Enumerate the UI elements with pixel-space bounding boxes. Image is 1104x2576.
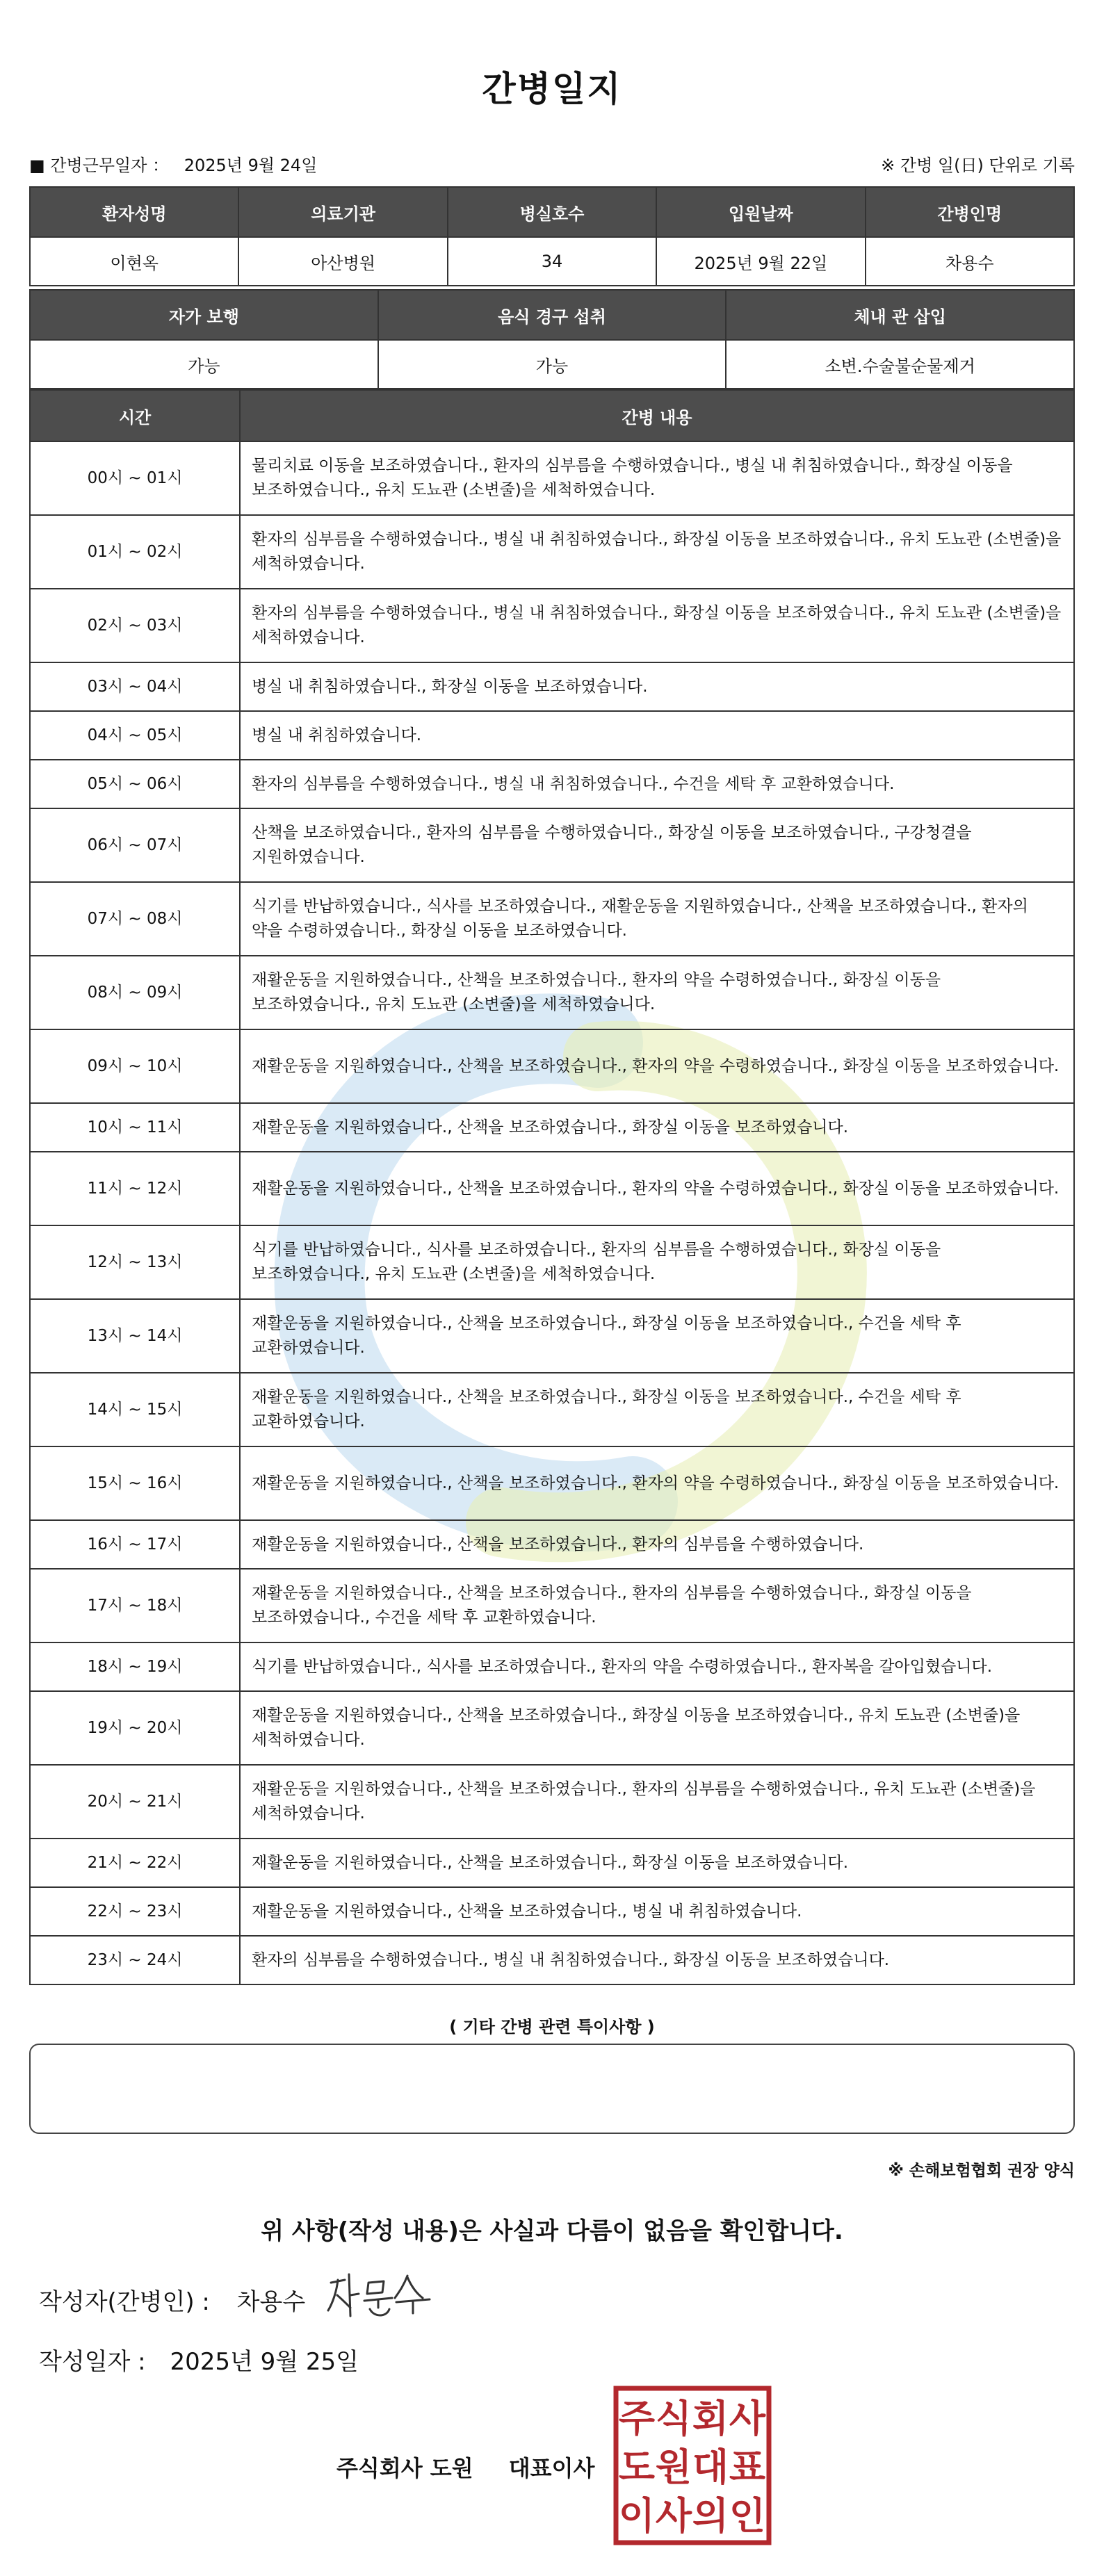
- care-content-cell: 병실 내 취침하였습니다.: [240, 711, 1074, 760]
- table-row: [30, 1225, 1074, 1299]
- care-log-header: [30, 390, 1074, 441]
- care-content-cell: 병실 내 취침하였습니다., 화장실 이동을 보조하였습니다.: [240, 662, 1074, 711]
- care-content-cell: 재활운동을 지원하였습니다., 산책을 보조하였습니다., 화장실 이동을 보조하였습니다., 수건을 세탁 후 교환하였습니다.: [240, 1373, 1074, 1446]
- institution: 아산병원: [238, 237, 447, 286]
- time-cell: 18시 ~ 19시: [30, 1642, 240, 1691]
- svg-text:표: 표: [729, 2445, 766, 2489]
- table-row: [30, 1520, 1074, 1569]
- work-date: [29, 152, 317, 176]
- svg-text:인: 인: [729, 2494, 766, 2538]
- header-time: 시간: [30, 390, 240, 441]
- care-log-table: [29, 389, 1075, 1985]
- care-content-cell: 재활운동을 지원하였습니다., 산책을 보조하였습니다., 환자의 약을 수령하였습니다., 화장실 이동을 보조하였습니다., 유치 도뇨관 (소변줄)을 세척하였습니다.: [240, 956, 1074, 1029]
- work-date-label: ■ 간병근무일자 ：: [29, 156, 170, 175]
- care-content-cell: 재활운동을 지원하였습니다., 산책을 보조하였습니다., 화장실 이동을 보조하였습니다., 수건을 세탁 후 교환하였습니다.: [240, 1299, 1074, 1373]
- table-row: [30, 1029, 1074, 1103]
- header-oral-intake: 음식 경구 섭취: [378, 290, 726, 340]
- time-cell: 16시 ~ 17시: [30, 1520, 240, 1569]
- svg-text:식: 식: [655, 2397, 692, 2440]
- time-cell: 11시 ~ 12시: [30, 1152, 240, 1225]
- written-date-label: 작성일자 :: [39, 2348, 146, 2376]
- table-row: [30, 1839, 1074, 1887]
- table-row: [30, 1765, 1074, 1839]
- time-cell: 22시 ~ 23시: [30, 1887, 240, 1936]
- care-content-cell: 산책을 보조하였습니다., 환자의 심부름을 수행하였습니다., 화장실 이동을 보조하였습니다., 구강청결을 지원하였습니다.: [240, 808, 1074, 882]
- patient-name: 이현옥: [30, 237, 238, 286]
- table-row: [30, 662, 1074, 711]
- svg-text:사: 사: [655, 2494, 692, 2538]
- header-admission-date: 입원날짜: [656, 187, 865, 237]
- table-row: [30, 1642, 1074, 1691]
- table-row: [30, 760, 1074, 808]
- time-cell: 00시 ~ 01시: [30, 441, 240, 515]
- work-date-value: 2025년 9월 24일: [184, 156, 318, 175]
- care-content-cell: 환자의 심부름을 수행하였습니다., 병실 내 취침하였습니다., 화장실 이동을 보조하였습니다.: [240, 1936, 1074, 1984]
- written-date-value: 2025년 9월 25일: [170, 2348, 359, 2376]
- company-name: 주식회사 도원: [336, 2455, 473, 2481]
- tube-value: 소변.수술불순물제거: [726, 340, 1074, 389]
- table-row: [30, 1887, 1074, 1936]
- status-table: [29, 289, 1075, 389]
- time-cell: 06시 ~ 07시: [30, 808, 240, 882]
- care-content-cell: 재활운동을 지원하였습니다., 산책을 보조하였습니다., 화장실 이동을 보조하였습니다.: [240, 1839, 1074, 1887]
- handwritten-signature: [325, 2267, 444, 2323]
- table-row: [30, 808, 1074, 882]
- header-room: 병실호수: [448, 187, 656, 237]
- time-cell: 17시 ~ 18시: [30, 1569, 240, 1642]
- care-content-cell: 식기를 반납하였습니다., 식사를 보조하였습니다., 재활운동을 지원하였습니다., 산책을 보조하였습니다., 환자의 약을 수령하였습니다., 화장실 이동을 보조하였습니다.: [240, 882, 1074, 956]
- svg-text:회: 회: [692, 2397, 729, 2440]
- walking-value: 가능: [30, 340, 378, 389]
- care-content-cell: 재활운동을 지원하였습니다., 산책을 보조하였습니다., 환자의 약을 수령하였습니다., 화장실 이동을 보조하였습니다.: [240, 1029, 1074, 1103]
- svg-text:이: 이: [618, 2494, 656, 2538]
- care-content-cell: 환자의 심부름을 수행하였습니다., 병실 내 취침하였습니다., 화장실 이동을 보조하였습니다., 유치 도뇨관 (소변줄)을 세척하였습니다.: [240, 515, 1074, 589]
- header-care-content: 간병 내용: [240, 390, 1074, 441]
- svg-text:주: 주: [618, 2397, 656, 2440]
- time-cell: 05시 ~ 06시: [30, 760, 240, 808]
- time-cell: 02시 ~ 03시: [30, 589, 240, 662]
- svg-text:도: 도: [618, 2445, 656, 2489]
- care-content-cell: 물리치료 이동을 보조하였습니다., 환자의 심부름을 수행하였습니다., 병실 내 취침하였습니다., 화장실 이동을 보조하였습니다., 유치 도뇨관 (소변줄)을 세척하였습니다.: [240, 441, 1074, 515]
- patient-table: [29, 186, 1075, 286]
- status-table-header: [30, 290, 1074, 340]
- room-number: 34: [448, 237, 656, 286]
- special-notes-title: ( 기타 간병 관련 특이사항 ): [449, 2017, 655, 2037]
- care-content-cell: 환자의 심부름을 수행하였습니다., 병실 내 취침하였습니다., 수건을 세탁 후 교환하였습니다.: [240, 760, 1074, 808]
- care-content-cell: 식기를 반납하였습니다., 식사를 보조하였습니다., 환자의 약을 수령하였습니다., 환자복을 갈아입혔습니다.: [240, 1642, 1074, 1691]
- time-cell: 10시 ~ 11시: [30, 1103, 240, 1152]
- time-cell: 15시 ~ 16시: [30, 1446, 240, 1520]
- care-content-cell: 환자의 심부름을 수행하였습니다., 병실 내 취침하였습니다., 화장실 이동을 보조하였습니다., 유치 도뇨관 (소변줄)을 세척하였습니다.: [240, 589, 1074, 662]
- admission-date: 2025년 9월 22일: [656, 237, 865, 286]
- table-row: [30, 1691, 1074, 1765]
- representative-title: 대표이사: [508, 2455, 595, 2481]
- care-content-cell: 재활운동을 지원하였습니다., 산책을 보조하였습니다., 환자의 심부름을 수행하였습니다., 화장실 이동을 보조하였습니다., 수건을 세탁 후 교환하였습니다.: [240, 1569, 1074, 1642]
- header-tube: 체내 관 삽입: [726, 290, 1074, 340]
- svg-text:사: 사: [729, 2397, 766, 2440]
- table-row: [30, 1373, 1074, 1446]
- page-title: 간병일지: [482, 69, 622, 109]
- care-content-cell: 재활운동을 지원하였습니다., 산책을 보조하였습니다., 환자의 심부름을 수행하였습니다.: [240, 1520, 1074, 1569]
- special-notes-box: [29, 2044, 1075, 2134]
- time-cell: 03시 ~ 04시: [30, 662, 240, 711]
- svg-text:대: 대: [692, 2445, 729, 2489]
- writer-name: 차용수: [236, 2288, 306, 2316]
- table-row: [30, 956, 1074, 1029]
- company-seal: [613, 2386, 772, 2545]
- table-row: [30, 1936, 1074, 1984]
- care-content-cell: 재활운동을 지원하였습니다., 산책을 보조하였습니다., 병실 내 취침하였습니다.: [240, 1887, 1074, 1936]
- unit-note: ※ 간병 일(日) 단위로 기록: [881, 156, 1075, 175]
- company-row: [336, 2451, 594, 2483]
- time-cell: 20시 ~ 21시: [30, 1765, 240, 1839]
- table-row: [30, 1152, 1074, 1225]
- table-row: [30, 882, 1074, 956]
- header-walking: 자가 보행: [30, 290, 378, 340]
- time-cell: 23시 ~ 24시: [30, 1936, 240, 1984]
- time-cell: 13시 ~ 14시: [30, 1299, 240, 1373]
- time-cell: 14시 ~ 15시: [30, 1373, 240, 1446]
- patient-table-header: [30, 187, 1074, 237]
- table-row: [30, 1446, 1074, 1520]
- table-row: [30, 515, 1074, 589]
- writer-label: 작성자(간병인) :: [39, 2288, 210, 2316]
- care-content-cell: 재활운동을 지원하였습니다., 산책을 보조하였습니다., 화장실 이동을 보조하였습니다.: [240, 1103, 1074, 1152]
- svg-text:의: 의: [692, 2494, 729, 2538]
- table-row: [30, 441, 1074, 515]
- header-caregiver-name: 간병인명: [866, 187, 1074, 237]
- header-institution: 의료기관: [238, 187, 447, 237]
- confirm-statement: 위 사항(작성 내용)은 사실과 다름이 없음을 확인합니다.: [261, 2217, 843, 2245]
- oral-intake-value: 가능: [378, 340, 726, 389]
- written-date-row: [39, 2342, 359, 2377]
- header-patient-name: 환자성명: [30, 187, 238, 237]
- time-cell: 09시 ~ 10시: [30, 1029, 240, 1103]
- recommend-note: ※ 손해보험협회 권장 양식: [888, 2162, 1075, 2180]
- table-row: [30, 1569, 1074, 1642]
- time-cell: 01시 ~ 02시: [30, 515, 240, 589]
- care-content-cell: 재활운동을 지원하였습니다., 산책을 보조하였습니다., 환자의 심부름을 수행하였습니다., 유치 도뇨관 (소변줄)을 세척하였습니다.: [240, 1765, 1074, 1839]
- time-cell: 08시 ~ 09시: [30, 956, 240, 1029]
- care-content-cell: 재활운동을 지원하였습니다., 산책을 보조하였습니다., 환자의 약을 수령하였습니다., 화장실 이동을 보조하였습니다.: [240, 1446, 1074, 1520]
- table-row: [30, 1103, 1074, 1152]
- time-cell: 21시 ~ 22시: [30, 1839, 240, 1887]
- care-content-cell: 재활운동을 지원하였습니다., 산책을 보조하였습니다., 화장실 이동을 보조하였습니다., 유치 도뇨관 (소변줄)을 세척하였습니다.: [240, 1691, 1074, 1765]
- table-row: [30, 1299, 1074, 1373]
- time-cell: 12시 ~ 13시: [30, 1225, 240, 1299]
- writer-row: [39, 2283, 305, 2317]
- table-row: [30, 589, 1074, 662]
- care-content-cell: 식기를 반납하였습니다., 식사를 보조하였습니다., 환자의 심부름을 수행하였습니다., 화장실 이동을 보조하였습니다., 유치 도뇨관 (소변줄)을 세척하였습니다.: [240, 1225, 1074, 1299]
- patient-table-row: [30, 237, 1074, 286]
- table-row: [30, 711, 1074, 760]
- time-cell: 04시 ~ 05시: [30, 711, 240, 760]
- caregiver-name: 차용수: [866, 237, 1074, 286]
- status-table-row: [30, 340, 1074, 389]
- time-cell: 19시 ~ 20시: [30, 1691, 240, 1765]
- care-content-cell: 재활운동을 지원하였습니다., 산책을 보조하였습니다., 환자의 약을 수령하였습니다., 화장실 이동을 보조하였습니다.: [240, 1152, 1074, 1225]
- svg-text:원: 원: [655, 2445, 692, 2489]
- time-cell: 07시 ~ 08시: [30, 882, 240, 956]
